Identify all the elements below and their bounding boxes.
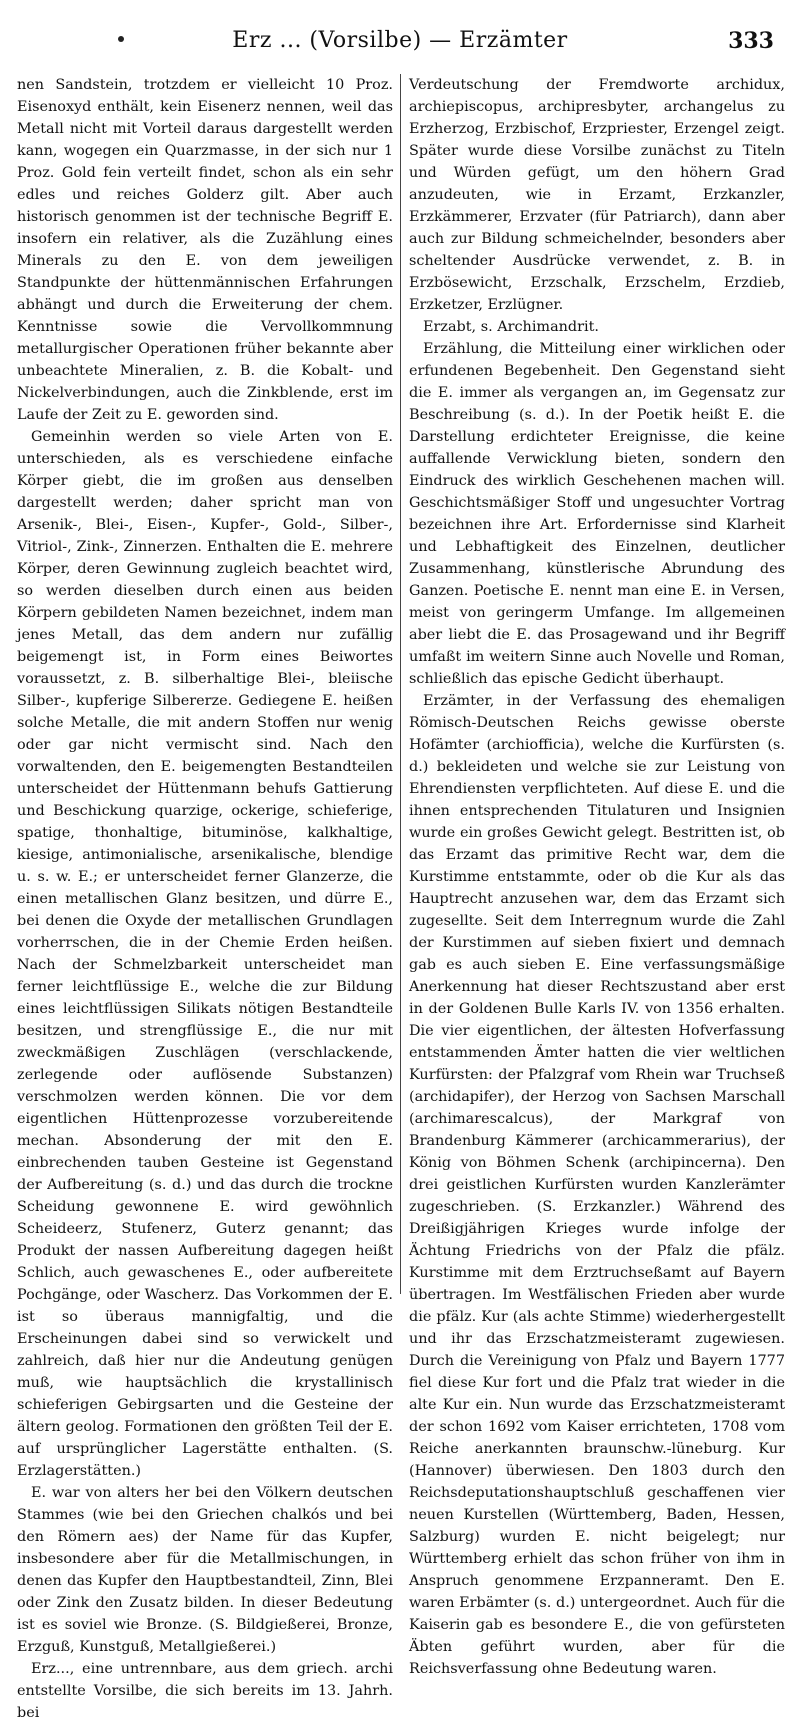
right-column <box>409 74 785 1680</box>
page-header <box>0 0 800 72</box>
paragraph-erz-kupfer: E. war von alters her bei den Völkern deutschen Stammes (wie bei den Griechen chalkós und bei den Römern aes) der Name für das Kupfer, insbesondere aber für die Metallmischungen, in denen das Kupfer den Hauptbestandteil, Zinn, Blei oder Zink den Zusatz bilden. In dieser Bedeutung ist es soviel wie Bronze. (S. Bildgießerei, Bronze, Erzguß, Kunstguß, Metallgießerei.) <box>17 1485 393 1655</box>
column-divider <box>400 74 401 1294</box>
page-number: 333 <box>728 28 774 54</box>
paragraph-erz-continued: nen Sandstein, trotzdem er vielleicht 10 Proz. Eisenoxyd enthält, kein Eisenerz nennen, weil das Metall nicht mit Vorteil daraus dargestellt werden kann, wogegen ein Quarzmasse, in der sich nur 1 Proz. Gold fein verteilt findet, schon als ein sehr edles und reiches Golderz gilt. Aber auch historisch genommen ist der technische Begriff E. insofern ein relativer, als die Zuzählung eines Minerals zu den E. von dem jeweiligen Standpunkte der hüttenmännischen Erfahrungen abhängt und durch die Erweiterung der chem. Kenntnisse sowie die Vervollkommnung metallurgischer Operationen früher bekannte aber unbeachtete Mineralien, z. B. die Kobalt- und Nickelverbindungen, auch die Zinkblende, erst im Laufe der Zeit zu E. geworden sind. <box>17 77 393 423</box>
paragraph-vorsilbe-continued: Verdeutschung der Fremdworte archidux, archiepiscopus, archipresbyter, archangelus zu Erzherzog, Erzbischof, Erzpriester, Erzengel zeigt. Später wurde diese Vorsilbe zunächst zu Titeln und Würden gefügt, um den höhern Grad anzudeuten, wie in Erzamt, Erzkanzler, Erzkämmerer, Erzvater (für Patriarch), dann aber auch zur Bildung schmeichelnder, besonders aber scheltender Ausdrücke verwendet, z. B. in Erzbösewicht, Erzschalk, Erzschelm, Erzdieb, Erzketzer, Erzlügner. <box>409 77 785 313</box>
entry-erzaemter: Erzämter, in der Verfassung des ehemaligen Römisch-Deutschen Reichs gewisse oberste Hofämter (archiofficia), welche die Kurfürsten (s. d.) bekleideten und welche sie zur Leistung von Ehrendiensten verpflichteten. Auf diese E. und die ihnen entsprechenden Titulaturen und Insignien wurde ein großes Gewicht gelegt. Bestritten ist, ob das Erzamt das primitive Recht war, dem die Kurstimme entstammte, oder ob die Kur als das Hauptrecht anzusehen war, dem das Erzamt sich zugesellte. Seit dem Interregnum wurde die Zahl der Kurstimmen auf sieben fixiert und demnach gab es auch sieben E. Eine verfassungsmäßige Anerkennung hat dieser Rechtszustand aber erst in der Goldenen Bulle Karls IV. von 1356 erhalten. Die vier eigentlichen, der ältesten Hofverfassung entstammenden Ämter hatten die vier weltlichen Kurfürsten: der Pfalzgraf vom Rhein war Truchseß (archidapifer), der Herzog von Sachsen Marschall (archimarescalcus), der Markgraf von Brandenburg Kämmerer (archicammerarius), der König von Böhmen Schenk (archipincerna). Den drei geistlichen Kurfürsten wurden Kanzlerämter zugeschrieben. (S. Erzkanzler.) Während des Dreißigjährigen Krieges wurde infolge der Ächtung Friedrichs von der Pfalz die pfälz. Kurstimme mit dem Erztruchseßamt auf Bayern übertragen. Im Westfälischen Frieden aber wurde die pfälz. Kur (als achte Stimme) wiederhergestellt und ihr das Erzschatzmeisteramt zugewiesen. Durch die Vereinigung von Pfalz und Bayern 1777 fiel diese Kur fort und die Pfalz trat wieder in die alte Kur ein. Nun wurde das Erzschatzmeisteramt der schon 1692 vom Kaiser errichteten, 1708 vom Reiche anerkannten braunschw.-lüneburg. Kur (Hannover) überwiesen. Den 1803 durch den Reichsdeputationshauptschluß geschaffenen vier neuen Kurstellen (Württemberg, Baden, Hessen, Salzburg) wurden E. nicht beigelegt; nur Württemberg erhielt das schon früher von ihm in Anspruch genommene Erzpanneramt. Den E. waren Erbämter (s. d.) untergeordnet. Auch für die Kaiserin gab es besondere E., die von gefürsteten Äbten geführt wurden, aber für die Reichsverfassung ohne Bedeutung waren. <box>409 693 785 1677</box>
running-title: Erz ... (Vorsilbe) — Erzämter <box>232 28 568 53</box>
paragraph-erz-arten: Gemeinhin werden so viele Arten von E. unterschieden, als es verschiedene einfache Körper giebt, die im großen aus denselben dargestellt werden; daher spricht man von Arsenik-, Blei-, Eisen-, Kupfer-, Gold-, Silber-, Vitriol-, Zink-, Zinnerzen. Enthalten die E. mehrere Körper, deren Gewinnung zugleich beachtet wird, so werden dieselben durch einen aus beiden Körpern gebildeten Namen bezeichnet, indem man jenes Metall, das dem andern nur zufällig beigemengt ist, in Form eines Beiwortes voraussetzt, z. B. silberhaltige Blei-, bleiische Silber-, kupferige Silbererze. Gediegene E. heißen solche Metalle, die mit andern Stoffen nur wenig oder gar nicht vermischt sind. Nach den vorwaltenden, den E. beigemengten Bestandteilen unterscheidet der Hüttenmann behufs Gattierung und Beschickung quarzige, ockerige, schieferige, spatige, thonhaltige, bituminöse, kalkhaltige, kiesige, antimonialische, arsenikalische, blendige u. s. w. E.; er unterscheidet ferner Glanzerze, die einen metallischen Glanz besitzen, und dürre E., bei denen die Oxyde der metallischen Grundlagen vorherrschen, die in der Chemie Erden heißen. Nach der Schmelzbarkeit unterscheidet man ferner leichtflüssige E., welche die zur Bildung eines leichtflüssigen Silikats nötigen Bestandteile besitzen, und strengflüssige E., die nur mit zweckmäßigen Zuschlägen (verschlackende, zerlegende oder auflösende Substanzen) verschmolzen werden können. Die vor dem eigentlichen Hüttenprozesse vorzubereitende mechan. Absonderung der mit den E. einbrechenden tauben Gesteine ist Gegenstand der Aufbereitung (s. d.) und das durch die trockne Scheidung gewonnene E. wird gewöhnlich Scheideerz, Stufenerz, Guterz genannt; das Produkt der nassen Aufbereitung dagegen heißt Schlich, auch gewaschenes E., oder aufbereitete Pochgänge, oder Wascherz. Das Vorkommen der E. ist so überaus mannigfaltig, und die Erscheinungen dabei sind so verwickelt und zahlreich, daß hier nur die Andeutung genügen muß, wie hauptsächlich die krystallinisch schieferigen Gebirgsarten und die Gesteine der ältern geolog. Formationen den größten Teil der E. auf ursprünglicher Lagerstätte enthalten. (S. Erzlagerstätten.) <box>17 429 393 1479</box>
entry-erzabt: Erzabt, s. Archimandrit. <box>423 319 599 335</box>
entry-erz-vorsilbe: Erz..., eine untrennbare, aus dem griech. archi entstellte Vorsilbe, die sich bereits im 13. Jahrh. bei <box>17 1661 393 1721</box>
left-column <box>17 74 393 1724</box>
entry-erzaehlung: Erzählung, die Mitteilung einer wirklichen oder erfundenen Begebenheit. Den Gegenstand sieht die E. immer als vergangen an, im Gegensatz zur Beschreibung (s. d.). In der Poetik heißt E. die Darstellung erdichteter Ereignisse, die keine auffallende Verwicklung bieten, sondern den Eindruck des wirklich Geschehenen machen will. Geschichtsmäßiger Stoff und ungesuchter Vortrag bezeichnen ihre Art. Erfordernisse sind Klarheit und Lebhaftigkeit des Einzelnen, deutlicher Zusammenhang, künstlerische Abrundung des Ganzen. Poetische E. nennt man eine E. in Versen, meist von geringerm Umfange. Im allgemeinen aber liebt die E. das Prosagewand und ihr Begriff umfaßt im weitern Sinne auch Novelle und Roman, schließlich das epische Gedicht überhaupt. <box>409 341 785 687</box>
